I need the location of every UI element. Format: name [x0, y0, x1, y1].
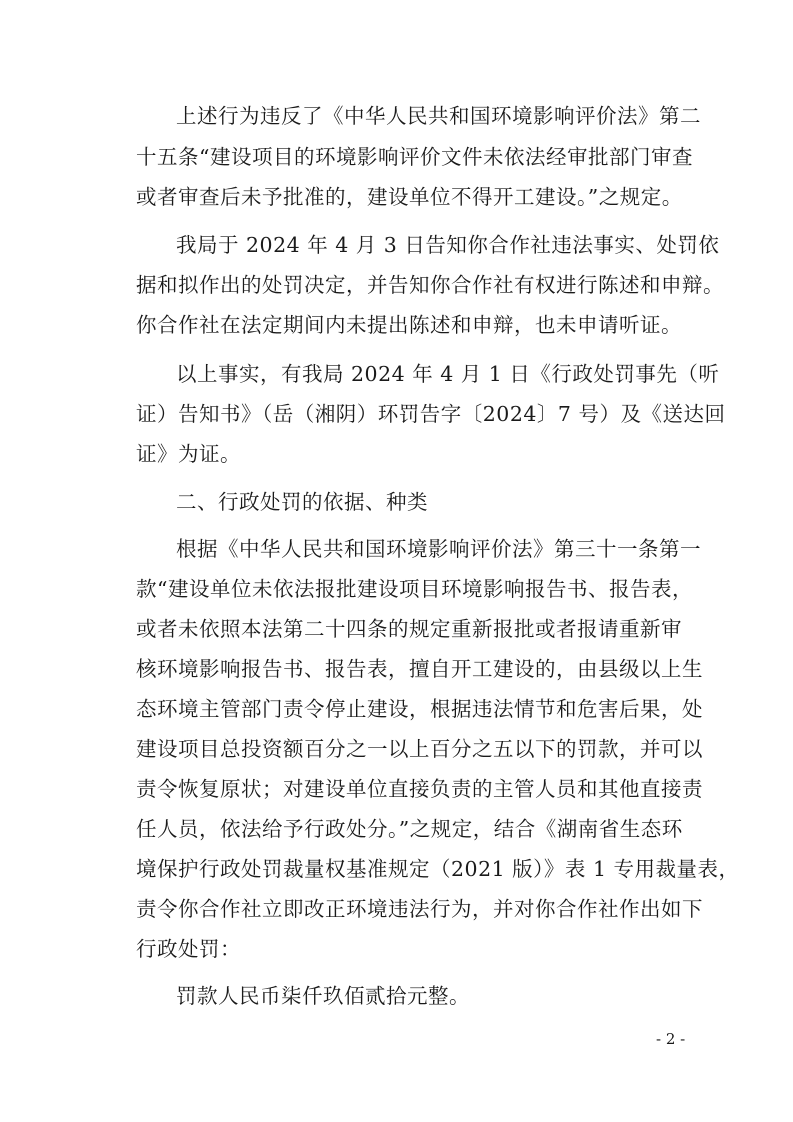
penalty-line: 罚款人民币柒仟玖佰贰拾元整。 — [176, 984, 470, 1008]
text-line: 你合作社在法定期间内未提出陈述和申辩，也未申请听证。 — [136, 313, 682, 337]
text-line: 以上事实，有我局 2024 年 4 月 1 日《行政处罚事先（听 — [176, 362, 720, 386]
text-line: 或者未依照本法第二十四条的规定重新报批或者报请重新审 — [136, 617, 682, 641]
page-number: - 2 - — [656, 1030, 686, 1048]
text-line: 根据《中华人民共和国环境影响评价法》第三十一条第一 — [176, 537, 701, 561]
text-line: 我局于 2024 年 4 月 3 日告知你合作社违法事实、处罚依 — [176, 233, 720, 257]
text-line: 责令你合作社立即改正环境违法行为，并对你合作社作出如下 — [136, 897, 703, 921]
text-line: 十五条“建设项目的环境影响评价文件未依法经审批部门审查 — [136, 145, 693, 169]
text-line: 款“建设单位未依法报批建设项目环境影响报告书、报告表， — [136, 577, 693, 601]
text-line: 态环境主管部门责令停止建设，根据违法情节和危害后果，处 — [136, 697, 703, 721]
text-line: 据和拟作出的处罚决定，并告知你合作社有权进行陈述和申辩。 — [136, 273, 724, 297]
text-line: 责令恢复原状；对建设单位直接负责的主管人员和其他直接责 — [136, 777, 703, 801]
text-line: 上述行为违反了《中华人民共和国环境影响评价法》第二 — [176, 104, 701, 128]
section-heading: 二、行政处罚的依据、种类 — [176, 490, 428, 514]
text-line: 或者审查后未予批准的，建设单位不得开工建设。”之规定。 — [136, 185, 683, 209]
text-line: 证）告知书》（岳（湘阴）环罚告字〔2024〕7 号）及《送达回 — [136, 402, 726, 426]
text-line: 核环境影响报告书、报告表，擅自开工建设的，由县级以上生 — [136, 657, 703, 681]
text-line: 建设项目总投资额百分之一以上百分之五以下的罚款，并可以 — [136, 737, 703, 761]
text-line: 行政处罚： — [136, 937, 241, 961]
text-line: 境保护行政处罚裁量权基准规定（2021 版）》表 1 专用裁量表， — [136, 857, 740, 881]
text-line: 任人员，依法给予行政处分。”之规定，结合《湖南省生态环 — [136, 817, 683, 841]
text-line: 证》为证。 — [136, 442, 241, 466]
